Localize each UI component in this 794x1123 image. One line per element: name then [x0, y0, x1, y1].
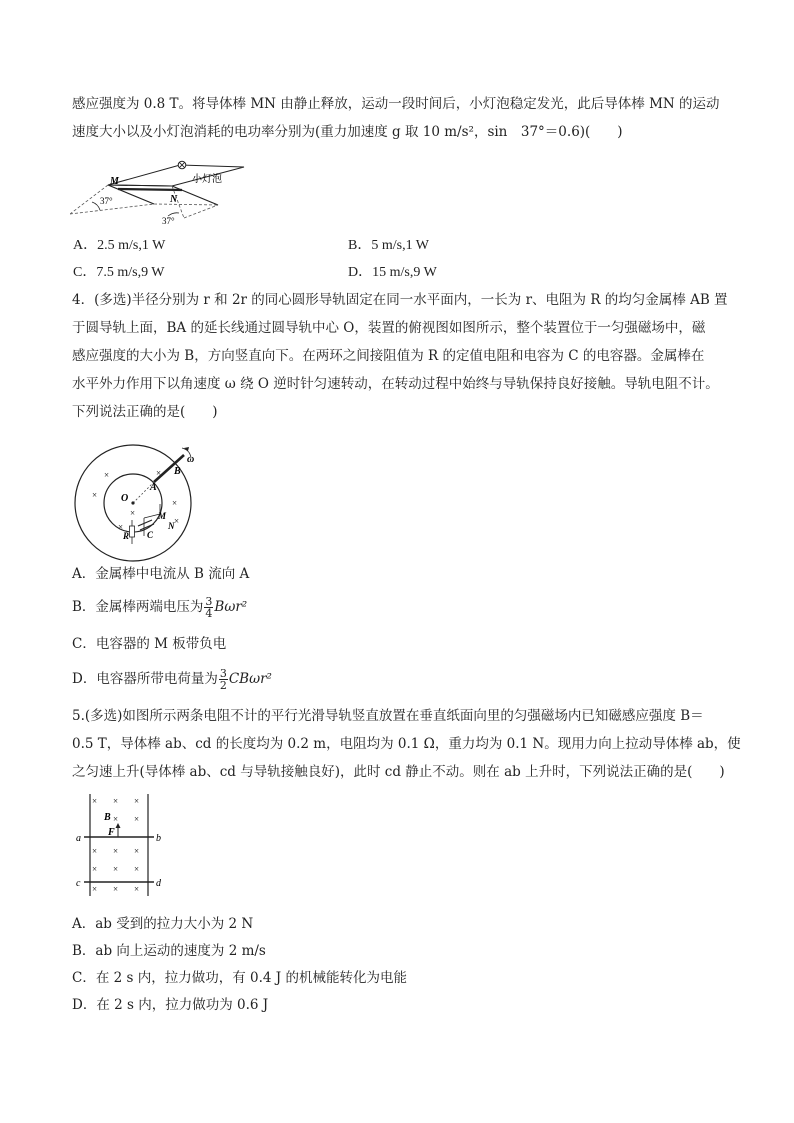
q4-cross-2: ×	[156, 468, 162, 478]
q4-option-b-num: 3	[205, 595, 213, 608]
q3-rail-left	[108, 185, 154, 204]
q3-label-angle-1: 37°	[100, 196, 113, 206]
q4-label-b: B	[174, 466, 181, 477]
q5-cross-4: ×	[113, 814, 119, 824]
q5-cross-3: ×	[134, 796, 140, 806]
q4-option-b-suffix: Bωr²	[214, 599, 248, 615]
q4-cross-4: ×	[130, 508, 136, 518]
q5-label-a: a	[76, 833, 81, 844]
q4-option-b[interactable]	[72, 592, 247, 622]
q3-option-b[interactable]: B．5 m/s,1 W	[348, 238, 430, 253]
q4-option-d[interactable]	[72, 664, 272, 694]
q5-text-line-2: 0.5 T，导体棒 ab、cd 的长度均为 0.2 m，电阻均为 0.1 Ω，重力均为 0.1 N。现用力向上拉动导体棒 ab，使	[72, 736, 741, 752]
q5-option-a[interactable]: A．ab 受到的拉力大小为 2 N	[72, 916, 254, 932]
q5-cross-13: ×	[113, 884, 119, 894]
q3-figure-incline-rails	[70, 160, 250, 224]
q5-text-line-1: 5.(多选)如图所示两条电阻不计的平行光滑导轨竖直放置在垂直纸面向里的匀强磁场内已知磁感应强度 B＝	[72, 708, 704, 724]
q3-rod-mn	[118, 189, 182, 190]
q3-text-line-1: 感应强度为 0.8 T。将导体棒 MN 由静止释放，运动一段时间后，小灯泡稳定发光，此后导体棒 MN 的运动	[72, 96, 720, 112]
q4-cross-5: ×	[172, 498, 178, 508]
q4-option-b-den: 4	[205, 607, 213, 620]
q5-label-c: c	[76, 878, 81, 889]
q5-cross-6: ×	[92, 846, 98, 856]
q5-option-b[interactable]: B．ab 向上运动的速度为 2 m/s	[72, 943, 266, 959]
q5-cross-8: ×	[134, 846, 140, 856]
q3-rail-right	[172, 186, 218, 205]
q4-option-d-den: 2	[219, 679, 227, 692]
q5-cross-7: ×	[113, 846, 119, 856]
q4-text-line-1: 4．(多选)半径分别为 r 和 2r 的同心圆形导轨固定在同一水平面内，一长为 r、电阻为 R 的均匀金属棒 AB 置	[72, 292, 728, 308]
q4-label-c: C	[147, 530, 154, 540]
q5-cross-12: ×	[92, 884, 98, 894]
q5-cross-14: ×	[134, 884, 140, 894]
q5-cross-5: ×	[134, 814, 140, 824]
q4-text-line-4: 水平外力作用下以角速度 ω 绕 O 逆时针匀速转动，在转动过程中始终与导轨保持良好接触。导轨电阻不计。	[72, 376, 719, 392]
q4-option-a[interactable]: A．金属棒中电流从 B 流向 A	[72, 566, 250, 582]
q3-label-m: M	[110, 176, 119, 187]
q3-option-a[interactable]: A．2.5 m/s,1 W	[73, 238, 166, 253]
q5-cross-1: ×	[92, 796, 98, 806]
q4-cross-7: ×	[118, 522, 124, 532]
q5-cross-9: ×	[92, 864, 98, 874]
q4-label-m: M	[158, 511, 167, 521]
q3-label-bulb: 小灯泡	[192, 174, 222, 185]
q5-label-d: d	[156, 878, 161, 889]
q5-text-line-3: 之匀速上升(导体棒 ab、cd 与导轨接触良好)，此时 cd 静止不动。则在 ab 上升时，下列说法正确的是( )	[72, 764, 725, 780]
q4-option-d-prefix: D．电容器所带电荷量为	[72, 671, 218, 687]
q4-option-c[interactable]: C．电容器的 M 板带负电	[72, 636, 227, 652]
q3-option-d[interactable]: D．15 m/s,9 W	[348, 265, 437, 280]
q3-label-angle-2: 37°	[162, 216, 175, 224]
q4-option-b-fraction	[204, 596, 213, 619]
q4-option-b-prefix: B．金属棒两端电压为	[72, 599, 204, 615]
q4-cross-6: ×	[174, 516, 180, 526]
q4-capacitor-plate-m	[138, 520, 152, 526]
q3-label-n: N	[170, 194, 178, 205]
q4-option-d-suffix: CBωr²	[228, 671, 272, 687]
q5-cross-10: ×	[113, 864, 119, 874]
q5-option-c[interactable]: C．在 2 s 内，拉力做功，有 0.4 J 的机械能转化为电能	[72, 970, 407, 986]
q5-cross-11: ×	[134, 864, 140, 874]
q3-rail-plane	[108, 165, 244, 186]
q5-label-f: F	[108, 827, 115, 838]
q4-option-d-num: 3	[219, 667, 227, 680]
q4-label-omega: ω	[187, 454, 195, 465]
q4-resistor-r	[130, 526, 135, 537]
q4-option-d-fraction	[219, 668, 228, 691]
q4-cross-3: ×	[92, 490, 98, 500]
q4-label-o: O	[121, 493, 129, 504]
q4-text-line-2: 于圆导轨上面，BA 的延长线通过圆导轨中心 O，装置的俯视图如图所示，整个装置位于一匀强磁场中，磁	[72, 320, 706, 336]
q5-label-b-field: B	[104, 812, 111, 823]
q4-label-a: A	[150, 482, 157, 493]
q4-cross-1: ×	[104, 470, 110, 480]
q5-cross-2: ×	[113, 796, 119, 806]
q5-option-d[interactable]: D．在 2 s 内，拉力做功为 0.6 J	[72, 997, 269, 1013]
q5-label-b: b	[156, 833, 161, 844]
q3-option-c[interactable]: C．7.5 m/s,9 W	[73, 265, 165, 280]
q4-label-n: N	[168, 521, 175, 531]
q4-label-r: R	[123, 531, 130, 541]
q4-figure-concentric-rails	[70, 440, 210, 570]
q4-text-line-5: 下列说法正确的是( )	[72, 404, 218, 420]
q3-text-line-2: 速度大小以及小灯泡消耗的电功率分别为(重力加速度 g 取 10 m/s²，sin 37°＝0.6)( )	[72, 124, 623, 140]
q4-text-line-3: 感应强度的大小为 B，方向竖直向下。在两环之间接阻值为 R 的定值电阻和电容为 C 的电容器。金属棒在	[72, 348, 705, 364]
q5-figure-vertical-rails	[70, 792, 170, 902]
